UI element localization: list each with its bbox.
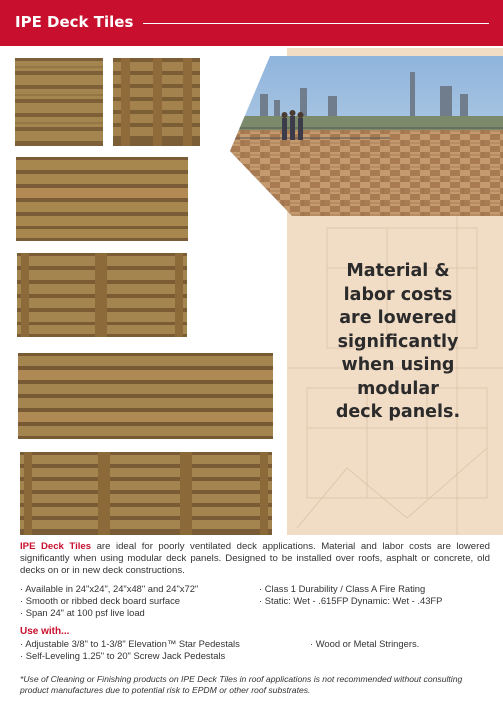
deck-tile-24x72-battens bbox=[20, 452, 272, 535]
callout-line: deck panels. bbox=[335, 402, 461, 422]
deck-tile-24x48-battens bbox=[17, 253, 187, 337]
page-header bbox=[0, 0, 503, 46]
use-with-heading: Use with... bbox=[20, 626, 70, 637]
callout-line: labor costs bbox=[343, 284, 453, 305]
feature-item: · Static: Wet - .615FP Dynamic: Wet - .43FP bbox=[259, 595, 443, 606]
rooftop-deck-photo bbox=[230, 56, 503, 216]
deck-tile-24x48-smooth bbox=[16, 157, 188, 241]
footnote: *Use of Cleaning or Finishing products on IPE Deck Tiles in roof applications is not recommended without consulting product manufactures due to potential risk to EPDM or other roof substrates. bbox=[20, 674, 463, 695]
description-bold: IPE Deck Tiles bbox=[20, 541, 92, 552]
deck-tile-24x72-smooth bbox=[18, 353, 273, 439]
use-with-item: · Self-Leveling 1.25" to 20" Screw Jack Pedestals bbox=[20, 650, 226, 661]
description-text: are ideal for poorly ventilated deck applications. Material and labor costs are lowered significantly when using modular deck panels. Designed to be installed over roofs, asphalt or concrete, old decks on or in new deck constructions. bbox=[20, 541, 490, 576]
use-with-item: · Adjustable 3/8" to 1-3/8" Elevation™ Star Pedestals bbox=[20, 638, 240, 649]
callout-line: modular bbox=[357, 378, 439, 399]
product-description bbox=[20, 541, 490, 577]
callout-line: significantly bbox=[337, 331, 459, 352]
feature-item: · Span 24" at 100 psf live load bbox=[20, 607, 145, 618]
callout-text bbox=[322, 260, 474, 425]
feature-item: · Smooth or ribbed deck board surface bbox=[20, 595, 180, 606]
callout-line: when using bbox=[341, 355, 455, 375]
page-title: IPE Deck Tiles bbox=[15, 13, 134, 31]
feature-item: · Class 1 Durability / Class A Fire Rating bbox=[259, 583, 426, 594]
callout-line: are lowered bbox=[339, 308, 457, 328]
feature-item: · Available in 24"x24", 24"x48" and 24"x72" bbox=[20, 583, 199, 594]
callout-line: Material & bbox=[346, 261, 450, 281]
use-with-item: · Wood or Metal Stringers. bbox=[310, 638, 420, 649]
deck-tile-24x24-battens bbox=[113, 58, 200, 146]
deck-tile-24x24-smooth bbox=[15, 58, 103, 146]
header-rule bbox=[143, 23, 489, 24]
